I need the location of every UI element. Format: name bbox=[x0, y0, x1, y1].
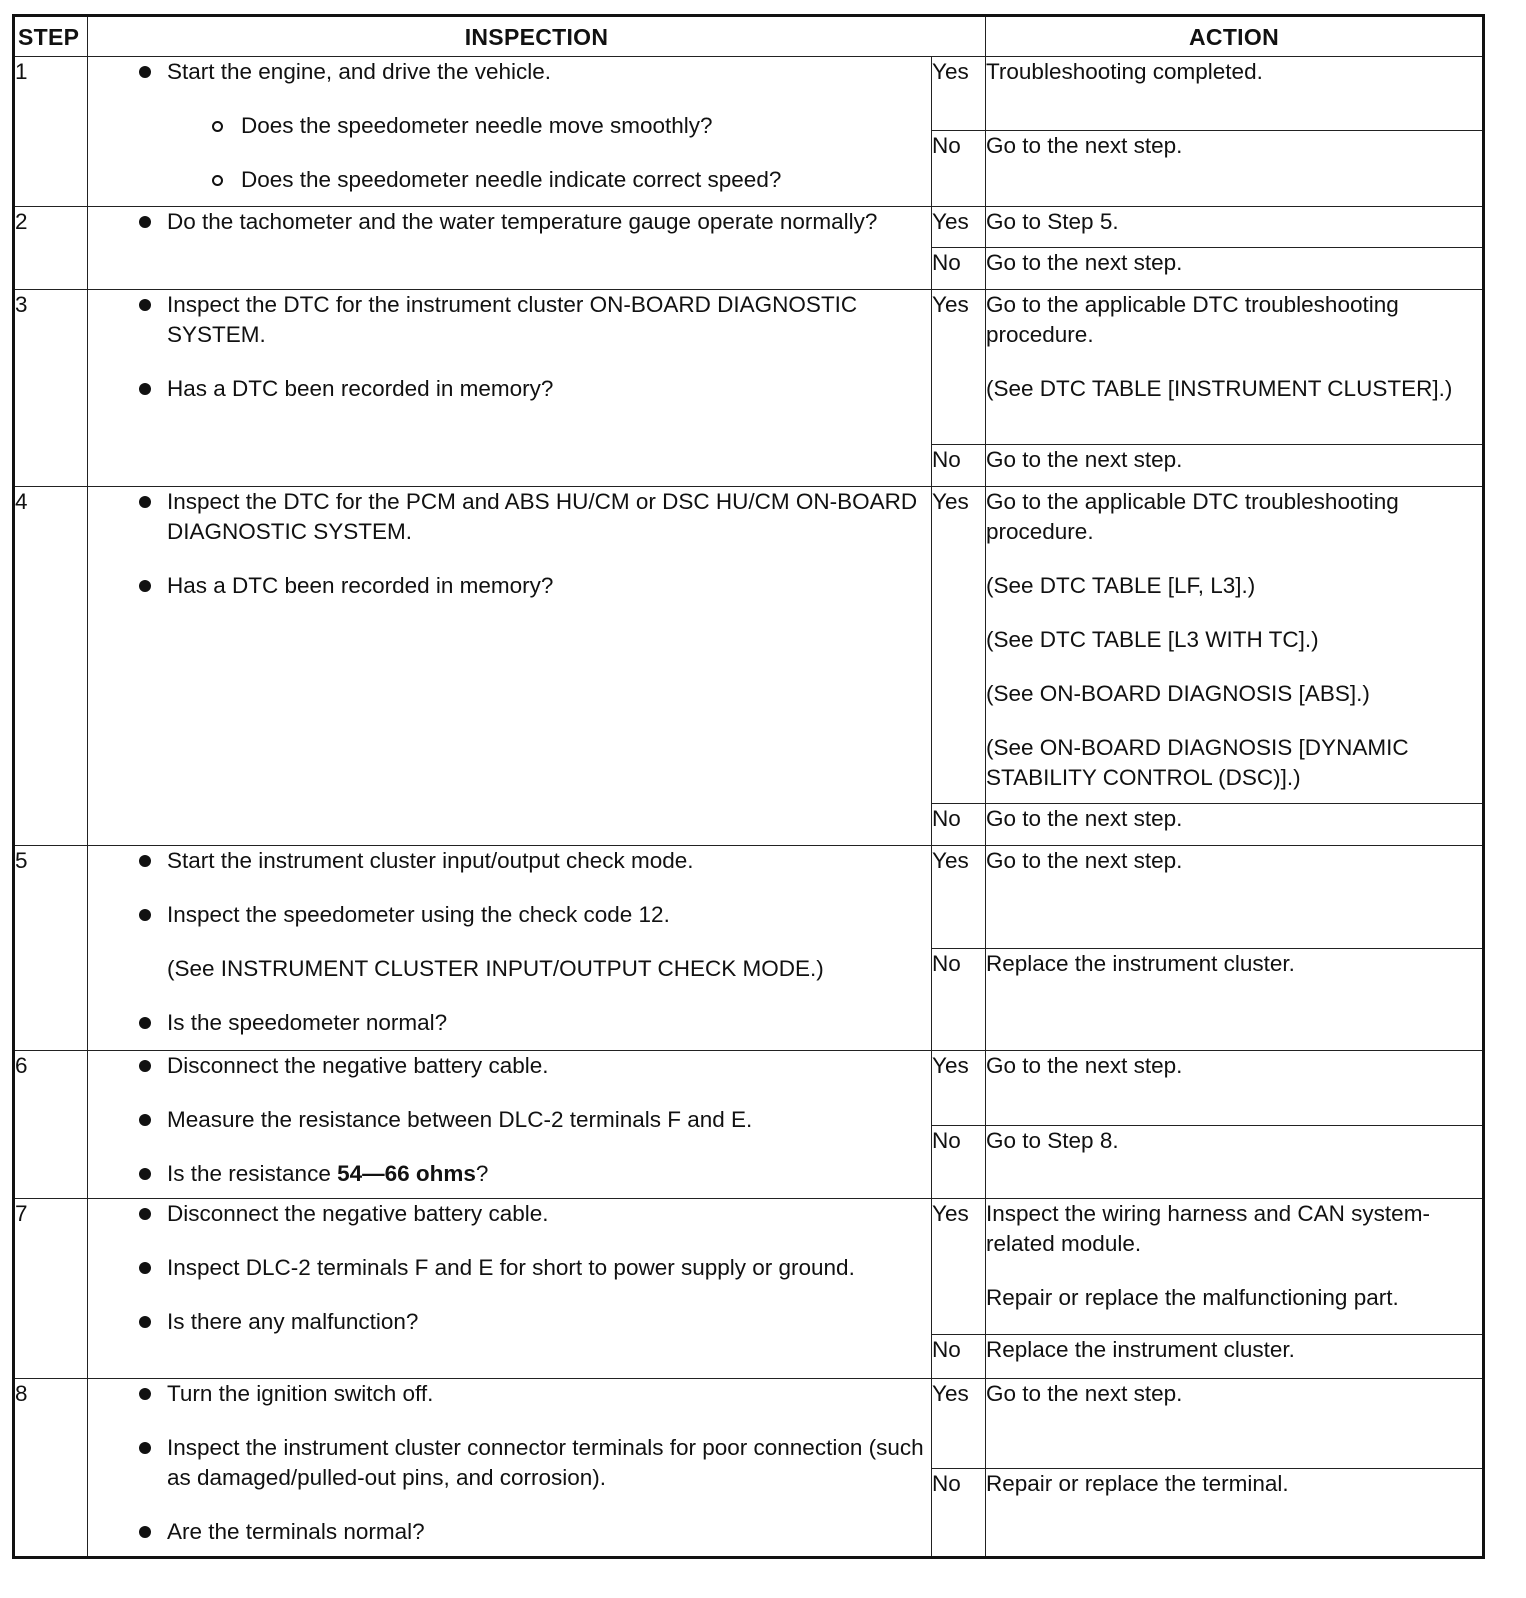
inspection-cell bbox=[88, 1199, 932, 1379]
action-text: Go to Step 8. bbox=[986, 1128, 1119, 1153]
inspection-item: Are the terminals normal? bbox=[88, 1517, 931, 1547]
action-text: Troubleshooting completed. bbox=[986, 59, 1263, 84]
table-body bbox=[14, 57, 1484, 1558]
action-text: Go to Step 5. bbox=[986, 209, 1119, 234]
inspection-text: Is the resistance bbox=[167, 1161, 338, 1186]
no-label: No bbox=[932, 248, 986, 290]
inspection-item: Inspect the DTC for the instrument cluster ON-BOARD DIAGNOSTIC SYSTEM. bbox=[88, 290, 931, 350]
yes-action bbox=[986, 487, 1484, 804]
inspection-cell bbox=[88, 290, 932, 487]
no-action bbox=[986, 1126, 1484, 1199]
action-text: Go to the next step. bbox=[986, 250, 1183, 275]
yes-action bbox=[986, 846, 1484, 949]
inspection-item: (See INSTRUMENT CLUSTER INPUT/OUTPUT CHECK MODE.) bbox=[167, 956, 824, 981]
action-text: Go to the applicable DTC troubleshooting procedure. bbox=[986, 292, 1399, 347]
inspection-item: Inspect the speedometer using the check code 12. bbox=[88, 900, 931, 930]
inspection-cell bbox=[88, 1379, 932, 1558]
action-text: (See ON-BOARD DIAGNOSIS [ABS].) bbox=[986, 681, 1370, 706]
step-number: 8 bbox=[14, 1379, 88, 1558]
action-text: Go to the next step. bbox=[986, 848, 1183, 873]
action-text: Go to the next step. bbox=[986, 1053, 1183, 1078]
inspection-header: INSPECTION bbox=[88, 16, 986, 57]
action-text: Go to the next step. bbox=[986, 447, 1183, 472]
action-text: Go to the next step. bbox=[986, 806, 1183, 831]
table-row bbox=[14, 846, 1484, 949]
inspection-item: Start the engine, and drive the vehicle. bbox=[88, 57, 931, 87]
inspection-item: Has a DTC been recorded in memory? bbox=[88, 374, 931, 404]
inspection-item bbox=[88, 1159, 931, 1189]
header-row bbox=[14, 16, 1484, 57]
no-action bbox=[986, 949, 1484, 1051]
yes-action bbox=[986, 1379, 1484, 1469]
action-text: (See DTC TABLE [LF, L3].) bbox=[986, 573, 1256, 598]
yes-label: Yes bbox=[932, 487, 986, 804]
yes-action bbox=[986, 1199, 1484, 1335]
action-text: Go to the next step. bbox=[986, 133, 1183, 158]
action-text: Replace the instrument cluster. bbox=[986, 951, 1295, 976]
action-text: (See DTC TABLE [INSTRUMENT CLUSTER].) bbox=[986, 376, 1453, 401]
yes-action bbox=[986, 1051, 1484, 1126]
inspection-item: Is there any malfunction? bbox=[88, 1307, 931, 1337]
yes-label: Yes bbox=[932, 1199, 986, 1335]
inspection-item: Disconnect the negative battery cable. bbox=[88, 1051, 931, 1081]
step-number: 5 bbox=[14, 846, 88, 1051]
inspection-item: Does the speedometer needle indicate correct speed? bbox=[88, 165, 931, 195]
step-number: 1 bbox=[14, 57, 88, 207]
no-action bbox=[986, 804, 1484, 846]
no-label: No bbox=[932, 131, 986, 207]
no-label: No bbox=[932, 949, 986, 1051]
yes-label: Yes bbox=[932, 1379, 986, 1469]
inspection-item: Disconnect the negative battery cable. bbox=[88, 1199, 931, 1229]
action-text: (See ON-BOARD DIAGNOSIS [DYNAMIC STABILITY CONTROL (DSC)].) bbox=[986, 735, 1409, 790]
inspection-item: Inspect DLC-2 terminals F and E for short to power supply or ground. bbox=[88, 1253, 931, 1283]
yes-label: Yes bbox=[932, 846, 986, 949]
step-number: 2 bbox=[14, 207, 88, 290]
yes-label: Yes bbox=[932, 290, 986, 445]
no-action bbox=[986, 1469, 1484, 1558]
yes-action bbox=[986, 290, 1484, 445]
action-text: Go to the next step. bbox=[986, 1381, 1183, 1406]
inspection-item: Does the speedometer needle move smoothly? bbox=[88, 111, 931, 141]
step-header: STEP bbox=[14, 16, 88, 57]
action-text: (See DTC TABLE [L3 WITH TC].) bbox=[986, 627, 1319, 652]
inspection-item: Measure the resistance between DLC-2 terminals F and E. bbox=[88, 1105, 931, 1135]
spec-value: 54—66 ohms bbox=[337, 1161, 476, 1186]
step-number: 3 bbox=[14, 290, 88, 487]
table-row bbox=[14, 1051, 1484, 1126]
inspection-item: Turn the ignition switch off. bbox=[88, 1379, 931, 1409]
yes-label: Yes bbox=[932, 57, 986, 131]
inspection-item: Inspect the DTC for the PCM and ABS HU/CM or DSC HU/CM ON-BOARD DIAGNOSTIC SYSTEM. bbox=[88, 487, 931, 547]
step-number: 6 bbox=[14, 1051, 88, 1199]
table-row bbox=[14, 290, 1484, 445]
yes-action bbox=[986, 207, 1484, 248]
no-action bbox=[986, 445, 1484, 487]
no-action bbox=[986, 1335, 1484, 1379]
table-row bbox=[14, 1379, 1484, 1469]
yes-label: Yes bbox=[932, 1051, 986, 1126]
table-row bbox=[14, 207, 1484, 248]
no-action bbox=[986, 248, 1484, 290]
no-action bbox=[986, 131, 1484, 207]
inspection-item: Inspect the instrument cluster connector terminals for poor connection (such as damaged/pulled-out pins, and corrosion). bbox=[88, 1433, 931, 1493]
no-label: No bbox=[932, 804, 986, 846]
inspection-item: Is the speedometer normal? bbox=[88, 1008, 931, 1038]
action-text: Replace the instrument cluster. bbox=[986, 1337, 1295, 1362]
inspection-cell bbox=[88, 487, 932, 846]
table-row bbox=[14, 1199, 1484, 1335]
action-text: Go to the applicable DTC troubleshooting procedure. bbox=[986, 489, 1399, 544]
inspection-item: Do the tachometer and the water temperature gauge operate normally? bbox=[88, 207, 931, 237]
yes-action bbox=[986, 57, 1484, 131]
inspection-cell bbox=[88, 207, 932, 290]
table-row bbox=[14, 487, 1484, 804]
table-row bbox=[14, 57, 1484, 131]
step-number: 7 bbox=[14, 1199, 88, 1379]
inspection-cell bbox=[88, 846, 932, 1051]
troubleshooting-table bbox=[12, 14, 1485, 1559]
action-header: ACTION bbox=[986, 16, 1484, 57]
yes-label: Yes bbox=[932, 207, 986, 248]
inspection-item: Start the instrument cluster input/output check mode. bbox=[88, 846, 931, 876]
no-label: No bbox=[932, 445, 986, 487]
action-text: Repair or replace the malfunctioning part. bbox=[986, 1285, 1399, 1310]
inspection-text-end: ? bbox=[475, 1161, 489, 1186]
step-number: 4 bbox=[14, 487, 88, 846]
inspection-cell bbox=[88, 57, 932, 207]
no-label: No bbox=[932, 1335, 986, 1379]
inspection-cell bbox=[88, 1051, 932, 1199]
action-text: Inspect the wiring harness and CAN system-related module. bbox=[986, 1201, 1430, 1256]
action-text: Repair or replace the terminal. bbox=[986, 1471, 1289, 1496]
inspection-item: Has a DTC been recorded in memory? bbox=[88, 571, 931, 601]
no-label: No bbox=[932, 1469, 986, 1558]
no-label: No bbox=[932, 1126, 986, 1199]
